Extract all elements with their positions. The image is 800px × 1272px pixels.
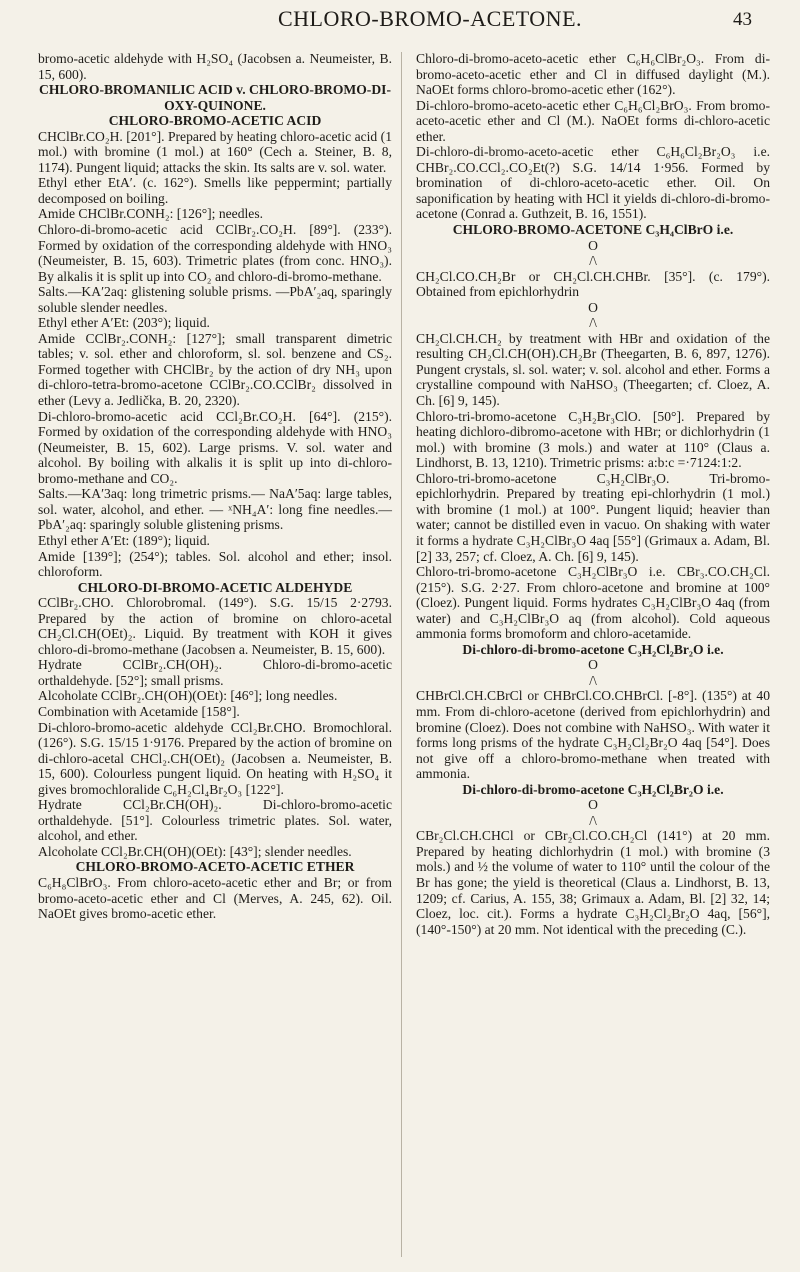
structure-formula-line: /\ xyxy=(589,812,597,828)
paragraph: Salts.—KA′3aq: long trimetric prisms.— NaA′5aq: large tables, sol. water, alcohol, and ether. — ˣNH₄A′: long fine needles.—PbA′₂aq: sparingly soluble glistening prisms. xyxy=(38,486,392,533)
section-heading: CHLORO-BROMANILIC ACID v. CHLORO-BROMO-DI-OXY-QUINONE. xyxy=(39,82,391,113)
paragraph: Ethyl ether EtA′. (c. 162°). Smells like peppermint; partially decomposed on boiling. xyxy=(38,175,392,206)
section-heading: CHLORO-BROMO-ACETIC ACID xyxy=(108,113,322,129)
paragraph: Chloro-tri-bromo-acetone C₃H₂Br₃ClO. [50°]. Prepared by heating dichloro-dibromo-acetone with HBr; or dichlorhydrin (1 mol.) with bromine (3 mols.) and water at 110° (Claus a. Lindhorst, B. 13, 1210). Trimetric prisms: a:b:c =·7124:1:2. xyxy=(416,408,770,471)
paragraph: CBr₂Cl.CH.CHCl or CBr₂Cl.CO.CH₂Cl (141°) at 20 mm. Prepared by heating dichlorhydrin (1 mol.) with bromine (3 mols.) and ½ the volume of water to 110° until the colour of the Br has gone; the yield is theoretical (Claus a. Lindhorst, B. 13, 1209; cf. Carius, A. 155, 38; Grimaux a. Adam, Bl. [2] 32, 14; Cloez, loc. cit.). Forms a hydrate C₃H₂Cl₂Br₂O 4aq, [56°], (140°-150°) at 20 mm. Not identical with the preceding (C.). xyxy=(416,828,770,937)
structure-formula-line: O xyxy=(588,237,598,253)
paragraph: Ethyl ether A′Et: (189°); liquid. xyxy=(38,532,210,548)
paragraph: Di-chloro-bromo-acetic aldehyde CCl₂Br.CHO. Bromochloral. (126°). S.G. 15/15 1·9176. Prepared by the action of bromine on di-chloro-acetal CHCl₂.CH(OEt)₂ (Jacobsen a. Neumeister, B. 15, 600). Colourless pungent liquid. On heating with H₂SO₄ it gives bromochloralide C₆H₂Cl₄Br₂O₃ [122°]. xyxy=(38,719,392,797)
paragraph: Amide CHClBr.CONH₂: [126°]; needles. xyxy=(38,206,264,222)
section-heading: CHLORO-BROMO-ACETONE C₃H₄ClBrO i.e. xyxy=(452,222,734,238)
paragraph: Hydrate CCl₂Br.CH(OH)₂. Di-chloro-bromo-acetic orthaldehyde. [51°]. Colourless trimetric plates. Sol. water, alcohol, and ether. xyxy=(38,797,392,844)
paragraph: C₆H₈ClBrO₃. From chloro-aceto-acetic ether and Br; or from bromo-aceto-acetic ether and Cl (Merves, A. 245, 62). Oil. NaOEt gives bromo-acetic ether. xyxy=(38,874,392,922)
paragraph: CHClBr.CO₂H. [201°]. Prepared by heating chloro-acetic acid (1 mol.) with bromine (1 mol.) at 160° (Cech a. Steiner, B. 8, 1174). Pungent liquid; attacks the skin. Its salts are v. sol. water. xyxy=(38,128,392,175)
paragraph: Di-chloro-di-bromo-aceto-acetic ether C₆H₆Cl₂Br₂O₃ i.e. CHBr₂.CO.CCl₂.CO₂Et(?) S.G. 14/14 1·956. Formed by bromination of di-chloro-aceto-acetic ether. Oil. On saponification by heating with HCl it yields di-chloro-di-bromo-acetone (Conrad a. Guthzeit, B. 16, 1551). xyxy=(416,144,770,222)
paragraph: bromo-acetic aldehyde with H₂SO₄ (Jacobsen a. Neumeister, B. 15, 600). xyxy=(38,51,392,82)
structure-formula-line: /\ xyxy=(589,315,597,331)
section-heading: CHLORO-DI-BROMO-ACETIC ALDEHYDE xyxy=(77,579,353,595)
paragraph: Chloro-tri-bromo-acetone C₃H₂ClBr₃O i.e. CBr₃.CO.CH₂Cl. (215°). S.G. 2·27. From chloro-acetone and bromine at 100° (Cloez). Pungent liquid. Forms hydrates C₃H₂ClBr₃O 4aq (from water) and C₃H₂ClBr₃O aq (from alcohol). Cold aqueous ammonia forms bromoform and chloro-acetamide. xyxy=(416,564,770,642)
column-divider xyxy=(401,52,402,1257)
paragraph: Di-chloro-bromo-acetic acid CCl₂Br.CO₂H. [64°]. (215°). Formed by oxidation of the corresponding aldehyde with HNO₃ (Neumeister, B. 15, 602). Large prisms. V. sol. water and alcohol. By boiling with alkalis it is split up into di-chloro-bromo-methane and CO₂. xyxy=(38,408,392,486)
paragraph: Hydrate CClBr₂.CH(OH)₂. Chloro-di-bromo-acetic orthaldehyde. [52°]; small prisms. xyxy=(38,657,392,688)
paragraph: CH₂Cl.CH.CH₂ by treatment with HBr and oxidation of the resulting CH₂Cl.CH(OH).CH₂Br (Theegarten, B. 6, 897, 1276). Pungent crystals, sl. sol. water; v. sol. alcohol and ether. Forms a crystalline compound with NaHSO₃ (Theegarten; cf. Cloez, A. Ch. [6] 9, 145). xyxy=(416,330,770,409)
running-title: CHLORO-BROMO-ACETONE. xyxy=(277,6,583,31)
structure-formula-line: O xyxy=(588,299,598,315)
paragraph: Combination with Acetamide [158°]. xyxy=(38,703,240,719)
section-heading: CHLORO-BROMO-ACETO-ACETIC ETHER xyxy=(75,859,355,875)
paragraph: Chloro-di-bromo-acetic acid CClBr₂.CO₂H. [89°]. (233°). Formed by oxidation of the corresponding aldehyde with HNO₃ (Neumeister, B. 15, 603). Trimetric plates (from conc. HNO₃). By alkalis it is split up into CO₂ and chloro-di-bromo-methane. xyxy=(38,222,392,284)
structure-formula-line: O xyxy=(588,797,598,813)
paragraph: Ethyl ether A′Et: (203°); liquid. xyxy=(38,315,210,331)
left-column xyxy=(38,51,392,922)
paragraph: Di-chloro-bromo-aceto-acetic ether C₆H₆Cl₂BrO₃. From bromo-aceto-acetic ether and Cl (M.). NaOEt forms di-chloro-acetic ether. xyxy=(416,97,770,144)
paragraph: Chloro-di-bromo-aceto-acetic ether C₆H₆ClBr₂O₃. From di-bromo-aceto-acetic ether and Cl in diffused daylight (M.). NaOEt forms chloro-bromo-acetic ether (162°). xyxy=(416,51,770,98)
paragraph: Amide [139°]; (254°); tables. Sol. alcohol and ether; insol. chloroform. xyxy=(38,548,392,580)
page-number: 43 xyxy=(733,9,752,30)
structure-formula-line: /\ xyxy=(589,253,597,269)
paragraph: CClBr₂.CHO. Chlorobromal. (149°). S.G. 15/15 2·2793. Prepared by the action of bromine on chloro-acetal CH₂Cl.CH(OEt)₂. Liquid. By treatment with KOH it gives chloro-di-bromo-methane (Jacobsen a. Neumeister, B. 15, 600). xyxy=(38,595,392,657)
paragraph: Salts.—KA′2aq: glistening soluble prisms. —PbA′₂aq, sparingly soluble slender needles. xyxy=(38,284,392,315)
paragraph: CHBrCl.CH.CBrCl or CHBrCl.CO.CHBrCl. [-8°]. (135°) at 40 mm. From di-chloro-acetone (derived from epichlorhydrin) and bromine (Cloez). Does not combine with NaHSO₃. With water it forms long prisms of the hydrate C₃H₂Cl₂Br₂O 4aq [54°]. Does not give off a chloro-bromo-methane when treated with ammonia. xyxy=(416,688,770,782)
paragraph: Alcoholate CClBr₂.CH(OH)(OEt): [46°]; long needles. xyxy=(38,688,338,704)
section-heading: Di-chloro-di-bromo-acetone C₃H₂Cl₂Br₂O i.e. xyxy=(462,641,724,657)
running-head xyxy=(0,6,800,40)
paragraph: CH₂Cl.CO.CH₂Br or CH₂Cl.CH.CHBr. [35°]. (c. 179°). Obtained from epichlorhydrin xyxy=(416,268,770,300)
paragraph: Alcoholate CCl₂Br.CH(OH)(OEt): [43°]; slender needles. xyxy=(38,843,352,859)
paragraph: Chloro-tri-bromo-acetone C₃H₂ClBr₃O. Tri-bromo-epichlorhydrin. Prepared by treating epi-chlorhydrin (1 mol.) with bromine (1 mol.) at 100°. Pungent liquid; heavier than water; cannot be distilled even in vacuo. On shaking with water it forms a hydrate C₃H₂ClBr₃O 4aq [55°] (Grimaux a. Adam, Bl. [2] 33, 257; cf. Cloez, A. Ch. [6] 9, 145). xyxy=(416,470,770,564)
section-heading: Di-chloro-di-bromo-acetone C₃H₂Cl₂Br₂O i.e. xyxy=(462,781,724,797)
right-column xyxy=(416,51,770,937)
structure-formula-line: O xyxy=(588,657,598,673)
paragraph: Amide CClBr₂.CONH₂: [127°]; small transparent dimetric tables; v. sol. ether and chloroform, sl. sol. benzene and CS₂. Formed together with CHClBr₂ by the action of dry NH₃ upon di-chloro-tetra-bromo-acetone CClBr₂.CO.CClBr₂ dissolved in ether (Levy a. Jedlička, B. 20, 2320). xyxy=(38,330,392,409)
structure-formula-line: /\ xyxy=(589,672,597,688)
